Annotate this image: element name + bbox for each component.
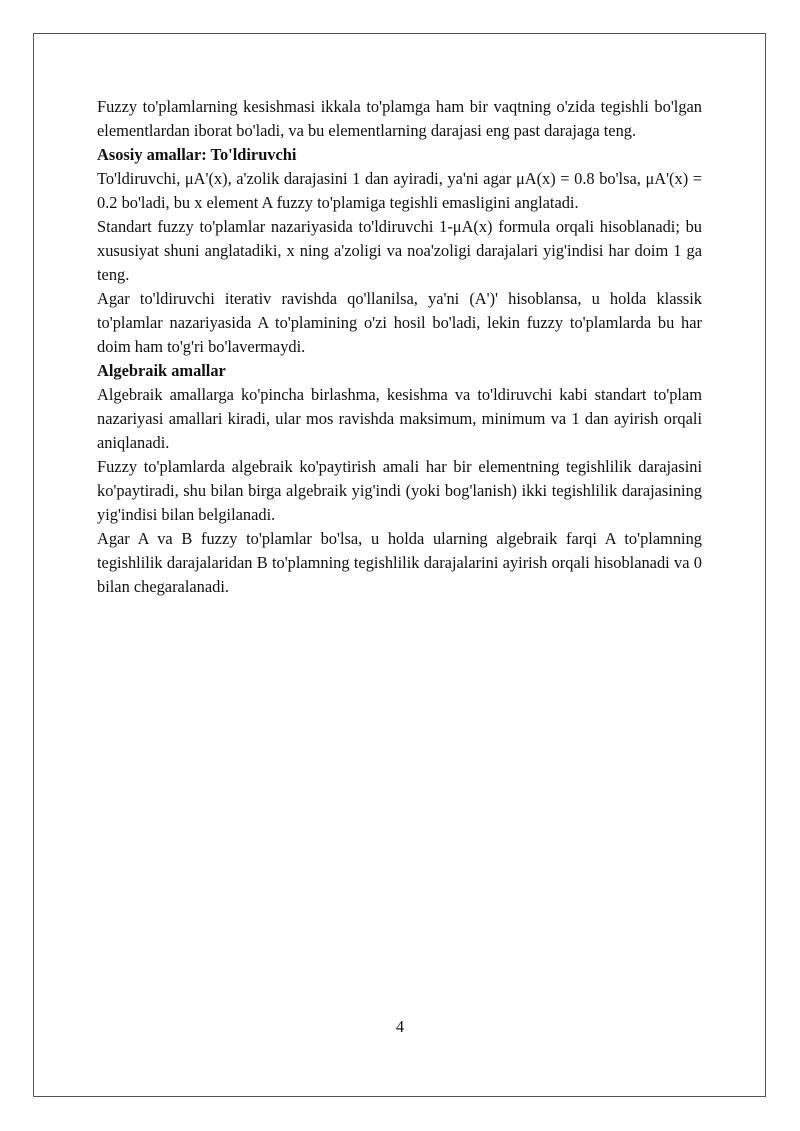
page-number: 4 xyxy=(395,1017,405,1036)
paragraph-algebraic-product: Fuzzy to'plamlarda algebraik ko'paytirish amali har bir elementning tegishlilik darajasini ko'paytiradi, shu bilan birga algebraik yig'indi (yoki bog'lanish) ikki tegishlilik darajasining yig'indisi bilan belgilanadi. xyxy=(97,457,702,524)
paragraph-complement-definition: To'ldiruvchi, μA'(x), a'zolik darajasini 1 dan ayiradi, ya'ni agar μA(x) = 0.8 bo'lsa, μA'(x) = 0.2 bo'ladi, bu x element A fuzzy to'plamiga tegishli emasligini anglatadi. xyxy=(97,169,702,212)
page-content xyxy=(97,95,702,599)
heading-complement: Asosiy amallar: To'ldiruvchi xyxy=(97,145,297,164)
heading-algebraic-operations: Algebraik amallar xyxy=(97,361,226,380)
paragraph-algebraic-difference: Agar A va B fuzzy to'plamlar bo'lsa, u holda ularning algebraik farqi A to'plamning tegishlilik darajalaridan B to'plamning tegishlilik darajalarini ayirish orqali hisoblanadi va 0 bilan chegaralanadi. xyxy=(97,529,702,596)
paragraph-iterative-complement: Agar to'ldiruvchi iterativ ravishda qo'llanilsa, ya'ni (A')' hisoblansa, u holda klassik to'plamlar nazariyasida A to'plamining o'zi hosil bo'ladi, lekin fuzzy to'plamlarda bu har doim ham to'g'ri bo'lavermaydi. xyxy=(97,289,702,356)
paragraph-intersection: Fuzzy to'plamlarning kesishmasi ikkala to'plamga ham bir vaqtning o'zida tegishli bo'lgan elementlardan iborat bo'ladi, va bu elementlarning darajasi eng past darajaga teng. xyxy=(97,97,702,140)
paragraph-algebraic-operations: Algebraik amallarga ko'pincha birlashma, kesishma va to'ldiruvchi kabi standart to'plam nazariyasi amallari kiradi, ular mos ravishda maksimum, minimum va 1 dan ayirish orqali aniqlanadi. xyxy=(97,385,702,452)
paragraph-standard-complement: Standart fuzzy to'plamlar nazariyasida to'ldiruvchi 1-μA(x) formula orqali hisoblanadi; bu xususiyat shuni anglatadiki, x ning a'zoligi va noa'zoligi darajalari yig'indisi har doim 1 ga teng. xyxy=(97,217,702,284)
